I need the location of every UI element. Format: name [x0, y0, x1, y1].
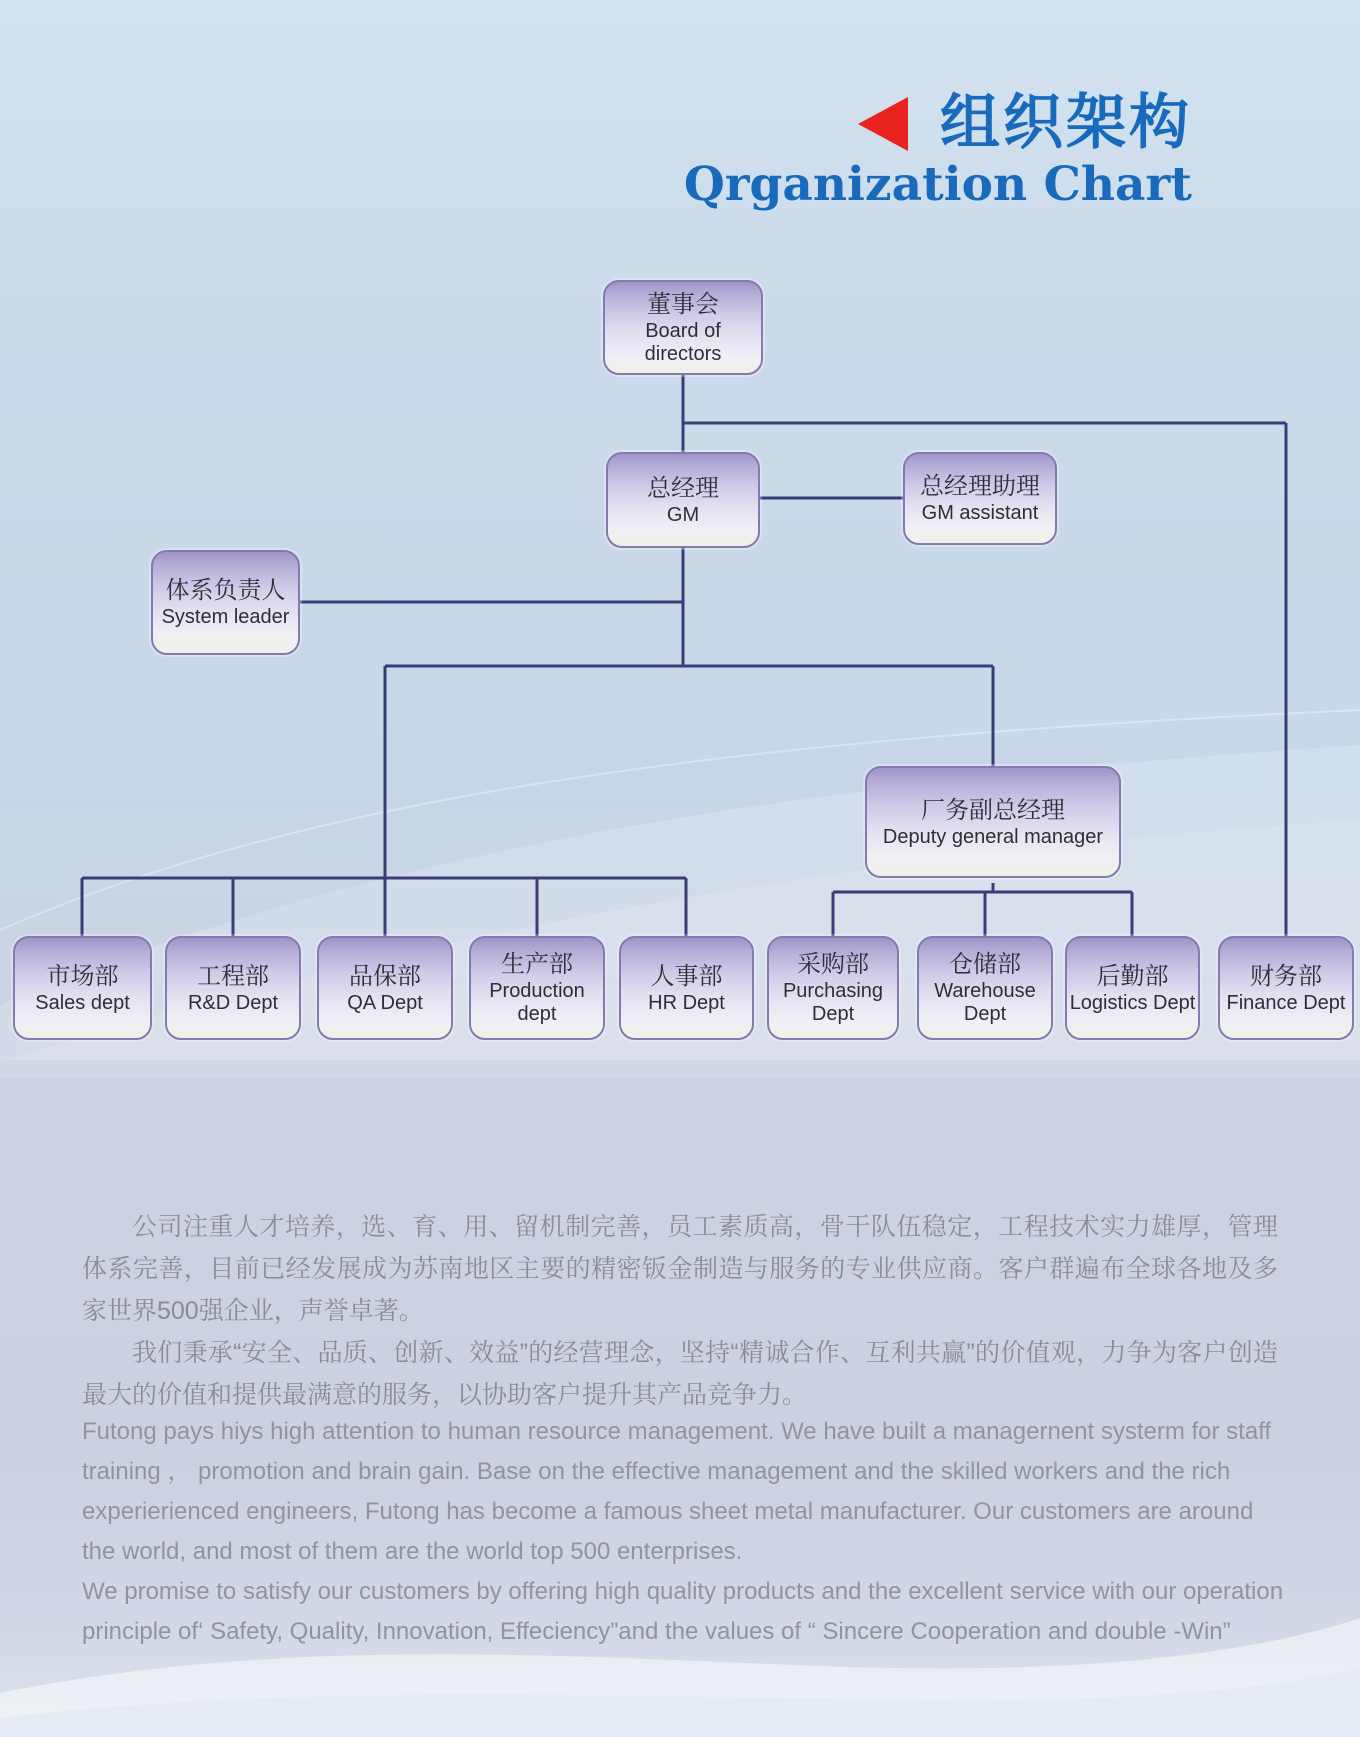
org-node-hr — [619, 936, 754, 1040]
org-node-hr-cn: 人事部 — [650, 962, 723, 990]
org-node-gm — [606, 452, 760, 548]
org-node-gm-assistant-en: GM assistant — [921, 502, 1039, 524]
org-node-production-en: Production dept — [489, 980, 585, 1025]
org-node-production — [469, 936, 605, 1040]
org-node-rd-cn: 工程部 — [197, 962, 269, 990]
org-node-system-leader-cn: 体系负责人 — [165, 577, 286, 604]
org-node-production-cn: 生产部 — [501, 951, 573, 978]
english-paragraph-1: Futong pays hiys high attention to human resource management. We have built a managernent systerm for staff training ， promotion and brain gain. Base on the effective management and the skilled workers and the rich experierienced engineers, Futong has become a famous sheet metal manufacturer. Our customers are around the world, and most of them are the world top 500 enterprises. — [82, 1418, 1272, 1565]
org-node-gm-assistant — [903, 452, 1057, 545]
org-node-system-leader — [151, 550, 300, 655]
org-node-warehouse-en: Warehouse Dept — [934, 980, 1036, 1025]
english-paragraph-2: We promise to satisfy our customers by offering high quality products and the excellent service with our operation principle of‘ Safety, Quality, Innovation, Effeciency”and the values of “ Sincere Cooperation and double -Win” — [82, 1578, 1284, 1645]
org-node-gm-cn: 总经理 — [647, 474, 719, 502]
org-node-rd — [165, 936, 301, 1040]
page-title-chinese: 组织架构 — [940, 88, 1192, 158]
chinese-body-text — [82, 1206, 1278, 1416]
org-node-finance-cn: 财务部 — [1250, 962, 1322, 990]
org-node-qa-en: QA Dept — [347, 991, 423, 1014]
org-node-system-leader-en: System leader — [161, 606, 290, 628]
org-node-board — [603, 280, 763, 375]
org-node-deputy-gm — [865, 766, 1121, 878]
org-node-qa — [317, 936, 453, 1040]
page-title-english: Qrganization Chart — [683, 157, 1192, 212]
org-node-qa-cn: 品保部 — [349, 962, 421, 990]
org-node-finance-en: Finance Dept — [1226, 991, 1346, 1014]
org-node-finance — [1218, 936, 1354, 1040]
org-node-board-en: Board of directors — [644, 319, 722, 365]
org-node-sales — [13, 936, 152, 1040]
org-node-logistics — [1065, 936, 1200, 1040]
org-node-warehouse-cn: 仓储部 — [949, 951, 1021, 978]
org-node-purchasing-en: Purchasing Dept — [782, 980, 884, 1025]
org-node-logistics-cn: 后勤部 — [1096, 962, 1169, 990]
org-node-deputy-gm-cn: 厂务副总经理 — [921, 796, 1065, 824]
org-node-sales-en: Sales dept — [35, 991, 130, 1014]
org-node-purchasing — [767, 936, 899, 1040]
org-node-logistics-en: Logistics Dept — [1069, 991, 1196, 1014]
chinese-paragraph-1: 公司注重人才培养，选、育、用、留机制完善，员工素质高，骨干队伍稳定，工程技术实力雄厚，管理体系完善，目前已经发展成为苏南地区主要的精密钣金制造与服务的专业供应商。客户群遍布全球各地及多家世界500强企业，声誉卓著。 — [82, 1213, 1278, 1325]
org-node-sales-cn: 市场部 — [46, 962, 119, 990]
org-node-rd-en: R&D Dept — [187, 991, 279, 1014]
english-body-text — [82, 1412, 1288, 1652]
org-node-purchasing-cn: 采购部 — [797, 951, 869, 978]
org-node-gm-en: GM — [666, 503, 700, 526]
org-node-hr-en: HR Dept — [648, 991, 725, 1014]
chinese-paragraph-2: 我们秉承“安全、品质、创新、效益”的经营理念，坚持“精诚合作、互利共赢”的价值观，力争为客户创造最大的价值和提供最满意的服务，以协助客户提升其产品竞争力。 — [82, 1339, 1278, 1409]
org-node-board-cn: 董事会 — [647, 290, 719, 318]
org-node-warehouse — [917, 936, 1053, 1040]
org-node-gm-assistant-cn: 总经理助理 — [920, 473, 1040, 500]
org-node-deputy-gm-en: Deputy general manager — [882, 825, 1104, 848]
